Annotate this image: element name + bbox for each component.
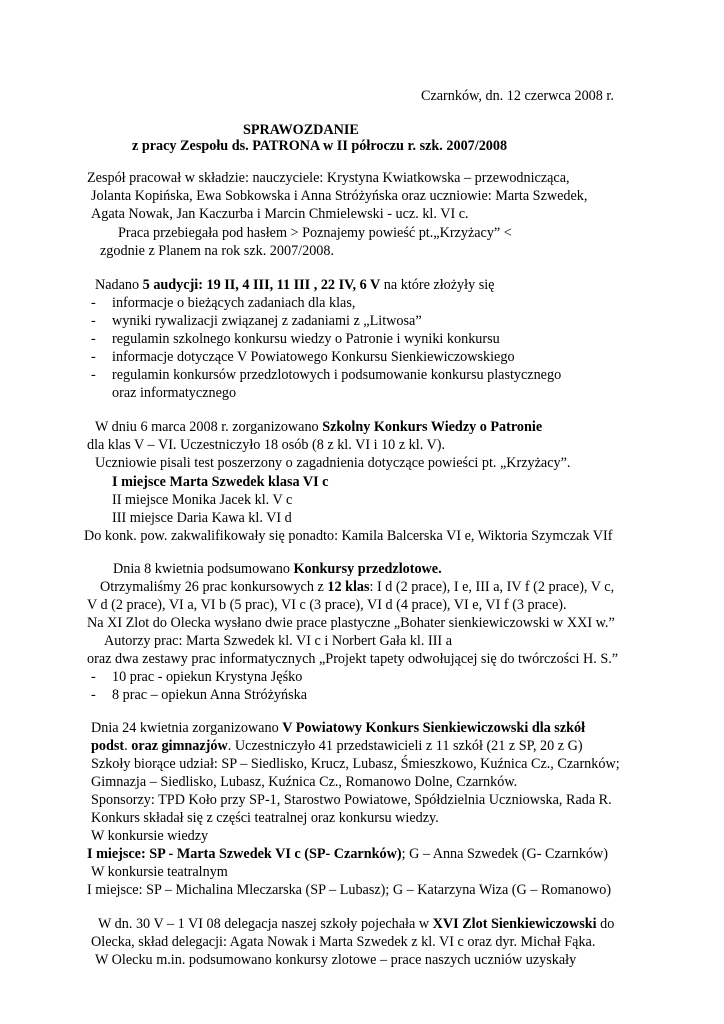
- place-date: Czarnków, dn. 12 czerwca 2008 r.: [421, 88, 614, 104]
- broadcasts-pre: Nadano: [95, 277, 143, 293]
- school-contest-line-3: Uczniowie pisali test poszerzony o zagadnienia dotyczące powieści pt. „Krzyżacy”.: [95, 455, 571, 471]
- county-knowledge-winner: I miejsce: SP - Marta Szwedek VI c (SP- Czarnków): [87, 846, 402, 862]
- pre-rally-line-5: Autorzy prac: Marta Szwedek kl. VI c i Norbert Gała kl. III a: [104, 633, 452, 649]
- list-item-text: regulamin szkolnego konkursu wiedzy o Patronie i wyniki konkursu: [112, 331, 500, 347]
- intro-line-2: Jolanta Kopińska, Ewa Sobkowska i Anna Stróżyńska oraz uczniowie: Marta Szwedek,: [91, 188, 588, 204]
- list-item-text: informacje dotyczące V Powiatowego Konkursu Sienkiewiczowskiego: [112, 349, 515, 365]
- school-contest-name: Szkolny Konkurs Wiedzy o Patronie: [322, 419, 543, 435]
- list-item-text: 10 prac - opiekun Krystyna Jęśko: [112, 669, 303, 685]
- place-1-text: I miejsce Marta Szwedek klasa VI c: [112, 474, 329, 490]
- intro-line-4: Praca przebiegała pod hasłem > Poznajemy powieść pt.„Krzyżacy” <: [118, 225, 512, 241]
- county-l2-post: . Uczestniczyło 41 przedstawicieli z 11 szkół (21 z SP, 20 z G): [227, 738, 583, 754]
- intro-line-3: Agata Nowak, Jan Kaczurba i Marcin Chmielewski - ucz. kl. VI c.: [91, 206, 469, 222]
- county-contest-line-2: [91, 737, 583, 756]
- pre-rally-name: Konkursy przedzlotowe.: [293, 561, 442, 577]
- school-contest-qualified: Do konk. pow. zakwalifikowały się ponadto: Kamila Balcerska VI e, Wiktoria Szymczak VIf: [84, 528, 613, 544]
- county-contest-line-10: I miejsce: SP – Michalina Mleczarska (SP – Lubasz); G – Katarzyna Wiza (G – Romanowo): [87, 882, 612, 898]
- school-contest-line-2: dla klas V – VI. Uczestniczyło 18 osób (8 z kl. VI i 10 z kl. V).: [87, 437, 446, 453]
- list-dash: -: [91, 349, 96, 365]
- rally-line-2: Olecka, skład delegacji: Agata Nowak i Marta Szwedek z kl. VI c oraz dyr. Michał Fąka.: [91, 934, 596, 950]
- rally-pre: W dn. 30 V – 1 VI 08 delegacja naszej szkoły pojechała w: [98, 916, 433, 932]
- list-dash: -: [91, 313, 96, 329]
- list-dash: -: [91, 331, 96, 347]
- county-contest-line-6: Konkurs składał się z części teatralnej oraz konkursu wiedzy.: [91, 810, 439, 826]
- list-item-text: informacje o bieżących zadaniach dla klas,: [112, 295, 356, 311]
- pre-rally-pre: Dnia 8 kwietnia podsumowano: [113, 561, 294, 577]
- school-contest-place-3: III miejsce Daria Kawa kl. VI d: [112, 510, 292, 526]
- pre-rally-line-1: [113, 560, 442, 579]
- subtitle-text: z pracy Zespołu ds. PATRONA w II półroczu r. szk. 2007/2008: [132, 138, 508, 154]
- county-pre: Dnia 24 kwietnia zorganizowano: [91, 720, 283, 736]
- county-contest-name: V Powiatowy Konkurs Sienkiewiczowski dla szkół: [282, 720, 586, 736]
- rally-line-3: W Olecku m.in. podsumowano konkursy zlotowe – prace naszych uczniów uzyskały: [95, 952, 577, 968]
- county-l2-mid: .: [124, 738, 132, 754]
- rally-post: do: [596, 916, 615, 932]
- school-contest-line-1: [95, 418, 542, 437]
- document-subtitle: [132, 137, 507, 156]
- list-item-text: 8 prac – opiekun Anna Stróżyńska: [112, 687, 308, 703]
- intro-line-1: Zespół pracował w składzie: nauczyciele: Krystyna Kwiatkowska – przewodnicząca,: [87, 170, 570, 186]
- pre-rally-line-3: V d (2 prace), VI a, VI b (5 prac), VI c (3 prace), VI d (4 prace), VI e, VI f (3 prace).: [87, 597, 567, 613]
- pre-rally-l2-post: : I d (2 prace), I e, III a, IV f (2 prace), V c,: [369, 579, 615, 595]
- list-item-continuation: oraz informatycznego: [112, 385, 237, 401]
- intro-line-5: zgodnie z Planem na rok szk. 2007/2008.: [100, 243, 335, 259]
- broadcasts-intro: [95, 276, 494, 295]
- school-contest-place-1: [112, 473, 328, 492]
- county-contest-line-3: Szkoły biorące udział: SP – Siedlisko, Krucz, Lubasz, Śmieszkowo, Kuźnica Cz., Czarnków;: [91, 756, 620, 772]
- county-contest-line-7: W konkursie wiedzy: [91, 828, 209, 844]
- list-dash: -: [91, 295, 96, 311]
- list-dash: -: [91, 687, 96, 703]
- list-item-text: wyniki rywalizacji związanej z zadaniami z „Litwosa”: [112, 313, 422, 329]
- list-item-text: regulamin konkursów przedzlotowych i podsumowanie konkursu plastycznego: [112, 367, 562, 383]
- county-contest-line-5: Sponsorzy: TPD Koło przy SP-1, Starostwo Powiatowe, Spółdzielnia Uczniowska, Rada R.: [91, 792, 612, 808]
- county-l2-bold-2: oraz gimnazjów: [131, 738, 228, 754]
- school-contest-place-2: II miejsce Monika Jacek kl. V c: [112, 492, 293, 508]
- pre-rally-l2-pre: Otrzymaliśmy 26 prac konkursowych z: [100, 579, 328, 595]
- list-dash: -: [91, 367, 96, 383]
- list-dash: -: [91, 669, 96, 685]
- county-l8-post: ; G – Anna Szwedek (G- Czarnków): [401, 846, 609, 862]
- county-contest-line-1: [91, 719, 585, 738]
- county-contest-line-4: Gimnazja – Siedlisko, Lubasz, Kuźnica Cz., Romanowo Dolne, Czarnków.: [91, 774, 518, 790]
- broadcasts-post: na które złożyły się: [380, 277, 495, 293]
- county-l2-bold-1: podst: [91, 738, 125, 754]
- county-contest-line-8: [87, 845, 608, 864]
- county-contest-line-9: W konkursie teatralnym: [91, 864, 228, 880]
- pre-rally-line-6: oraz dwa zestawy prac informatycznych „Projekt tapety odwołującej się do twórczości H. S.”: [87, 651, 619, 667]
- rally-name: XVI Zlot Sienkiewiczowski: [432, 916, 597, 932]
- broadcasts-dates: 5 audycji: 19 II, 4 III, 11 III , 22 IV, 6 V: [142, 277, 381, 293]
- pre-rally-classes: 12 klas: [327, 579, 370, 595]
- school-contest-pre: W dniu 6 marca 2008 r. zorganizowano: [95, 419, 323, 435]
- pre-rally-line-4: Na XI Zlot do Olecka wysłano dwie prace plastyczne „Bohater sienkiewiczowski w XXI w.”: [87, 615, 615, 631]
- title-text: SPRAWOZDANIE: [243, 122, 359, 138]
- rally-line-1: [98, 915, 614, 934]
- pre-rally-line-2: [100, 578, 614, 597]
